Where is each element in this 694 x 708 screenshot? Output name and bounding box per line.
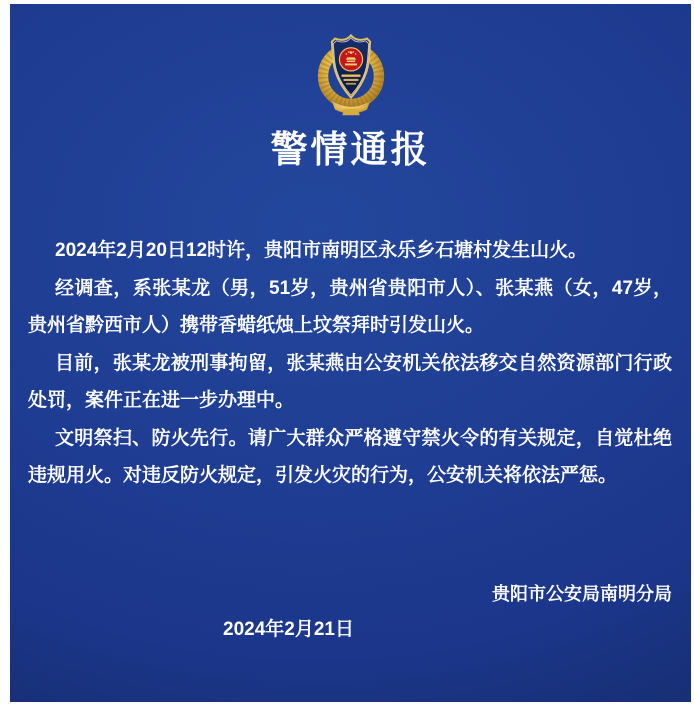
notice-paragraph-4: 文明祭扫、防火先行。请广大群众严格遵守禁火令的有关规定，自觉杜绝违规用火。对违反防火规定，引发火灾的行为，公安机关将依法严惩。 (28, 427, 672, 486)
police-badge-icon (311, 33, 391, 116)
notice-paragraph-3: 目前，张某龙被刑事拘留，张某燕由公安机关依法移交自然资源部门行政处罚，案件正在进一步办理中。 (28, 352, 672, 411)
issuing-authority: 贵阳市公安局南明分局 (492, 583, 672, 604)
notice-title: 警情通报 (270, 129, 431, 170)
notice-body (10, 232, 691, 495)
notice-panel (10, 4, 691, 702)
notice-paragraph-1: 2024年2月20日12时许，贵阳市南明区永乐乡石塘村发生山火。 (55, 240, 588, 261)
issue-date: 2024年2月21日 (223, 618, 354, 640)
notice-paragraph-2: 经调查，系张某龙（男，51岁，贵州省贵阳市人）、张某燕（女，47岁，贵州省黔西市人）携带香蜡纸烛上坟祭拜时引发山火。 (28, 277, 672, 336)
